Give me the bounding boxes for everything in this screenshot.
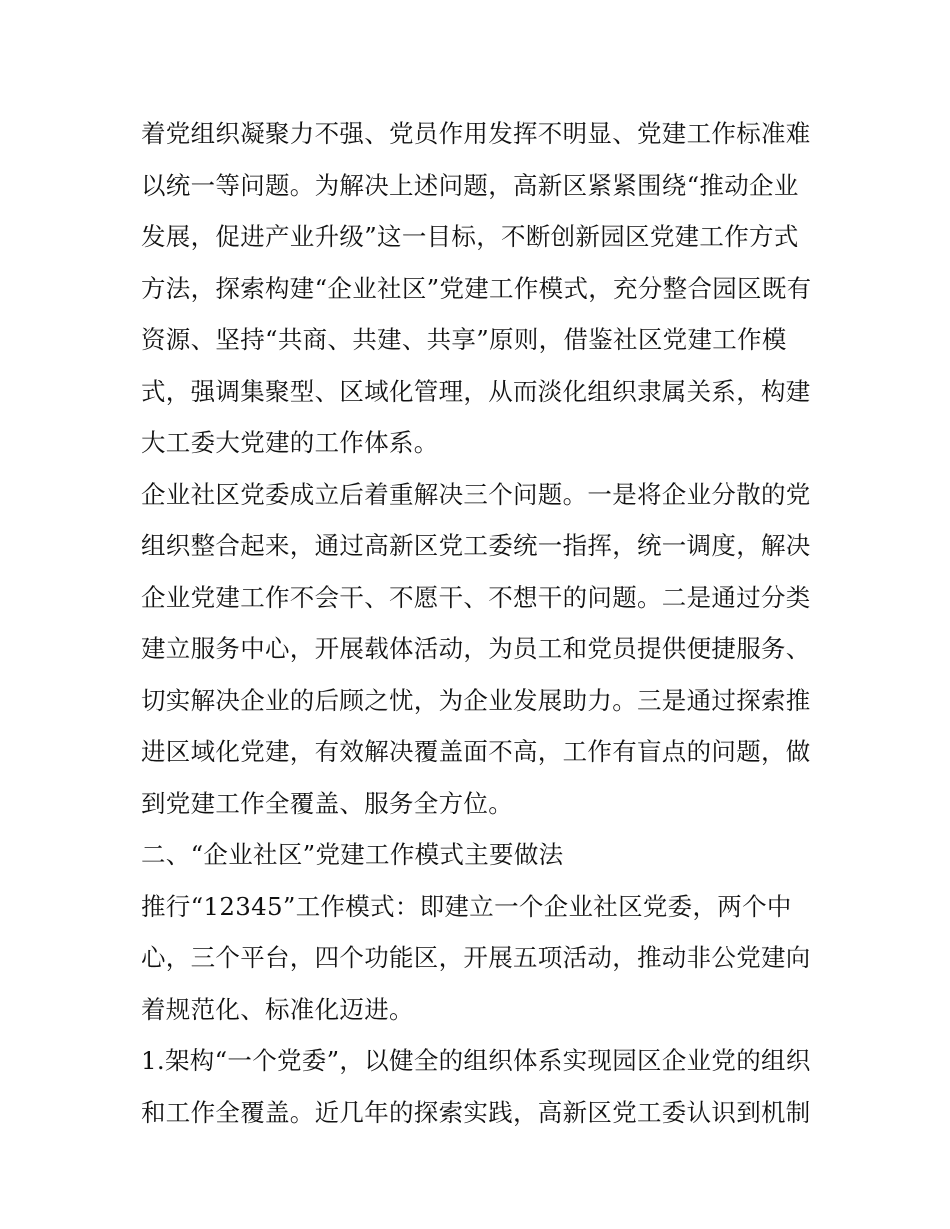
- section-heading: 二、“企业社区”党建工作模式主要做法: [141, 840, 564, 869]
- text-line: 企业党建工作不会干、不愿干、不想干的问题。二是通过分类: [141, 582, 811, 612]
- text-line: 发展，促进产业升级”这一目标，不断创新园区党建工作方式: [141, 222, 799, 251]
- body-text: [141, 108, 821, 1138]
- text-line: 式，强调集聚型、区域化管理，从而淡化组织隶属关系，构建: [141, 376, 811, 406]
- text-line: 和工作全覆盖。近几年的探索实践，高新区党工委认识到机制: [141, 1097, 811, 1127]
- text-line: 大工委大党建的工作体系。: [141, 428, 439, 457]
- text-line: 组织整合起来，通过高新区党工委统一指挥，统一调度，解决: [141, 531, 811, 560]
- text-line: 进区域化党建，有效解决覆盖面不高，工作有盲点的问题，做: [141, 737, 811, 766]
- text-line: 心，三个平台，四个功能区，开展五项活动，推动非公党建向: [141, 943, 811, 972]
- text-line: 资源、坚持“共商、共建、共享”原则，借鉴社区党建工作模: [141, 325, 787, 354]
- text-line: 企业社区党委成立后着重解决三个问题。一是将企业分散的党: [141, 479, 811, 509]
- text-line: 着党组织凝聚力不强、党员作用发挥不明显、党建工作标准难: [141, 119, 811, 148]
- text-line: 着规范化、标准化迈进。: [141, 994, 414, 1024]
- text-line: 到党建工作全覆盖、服务全方位。: [141, 788, 513, 818]
- text-line: 方法，探索构建“企业社区”党建工作模式，充分整合园区既有: [141, 273, 812, 303]
- text-line: 推行“12345”工作模式：即建立一个企业社区党委，两个中: [141, 891, 792, 921]
- text-line: 建立服务中心，开展载体活动，为员工和党员提供便捷服务、: [141, 634, 811, 663]
- text-line: 切实解决企业的后顾之忧，为企业发展助力。三是通过探索推: [141, 685, 811, 715]
- text-line: 以统一等问题。为解决上述问题，高新区紧紧围绕“推动企业: [141, 170, 799, 200]
- text-line: 1.架构“一个党委”，以健全的组织体系实现园区企业党的组织: [141, 1046, 811, 1075]
